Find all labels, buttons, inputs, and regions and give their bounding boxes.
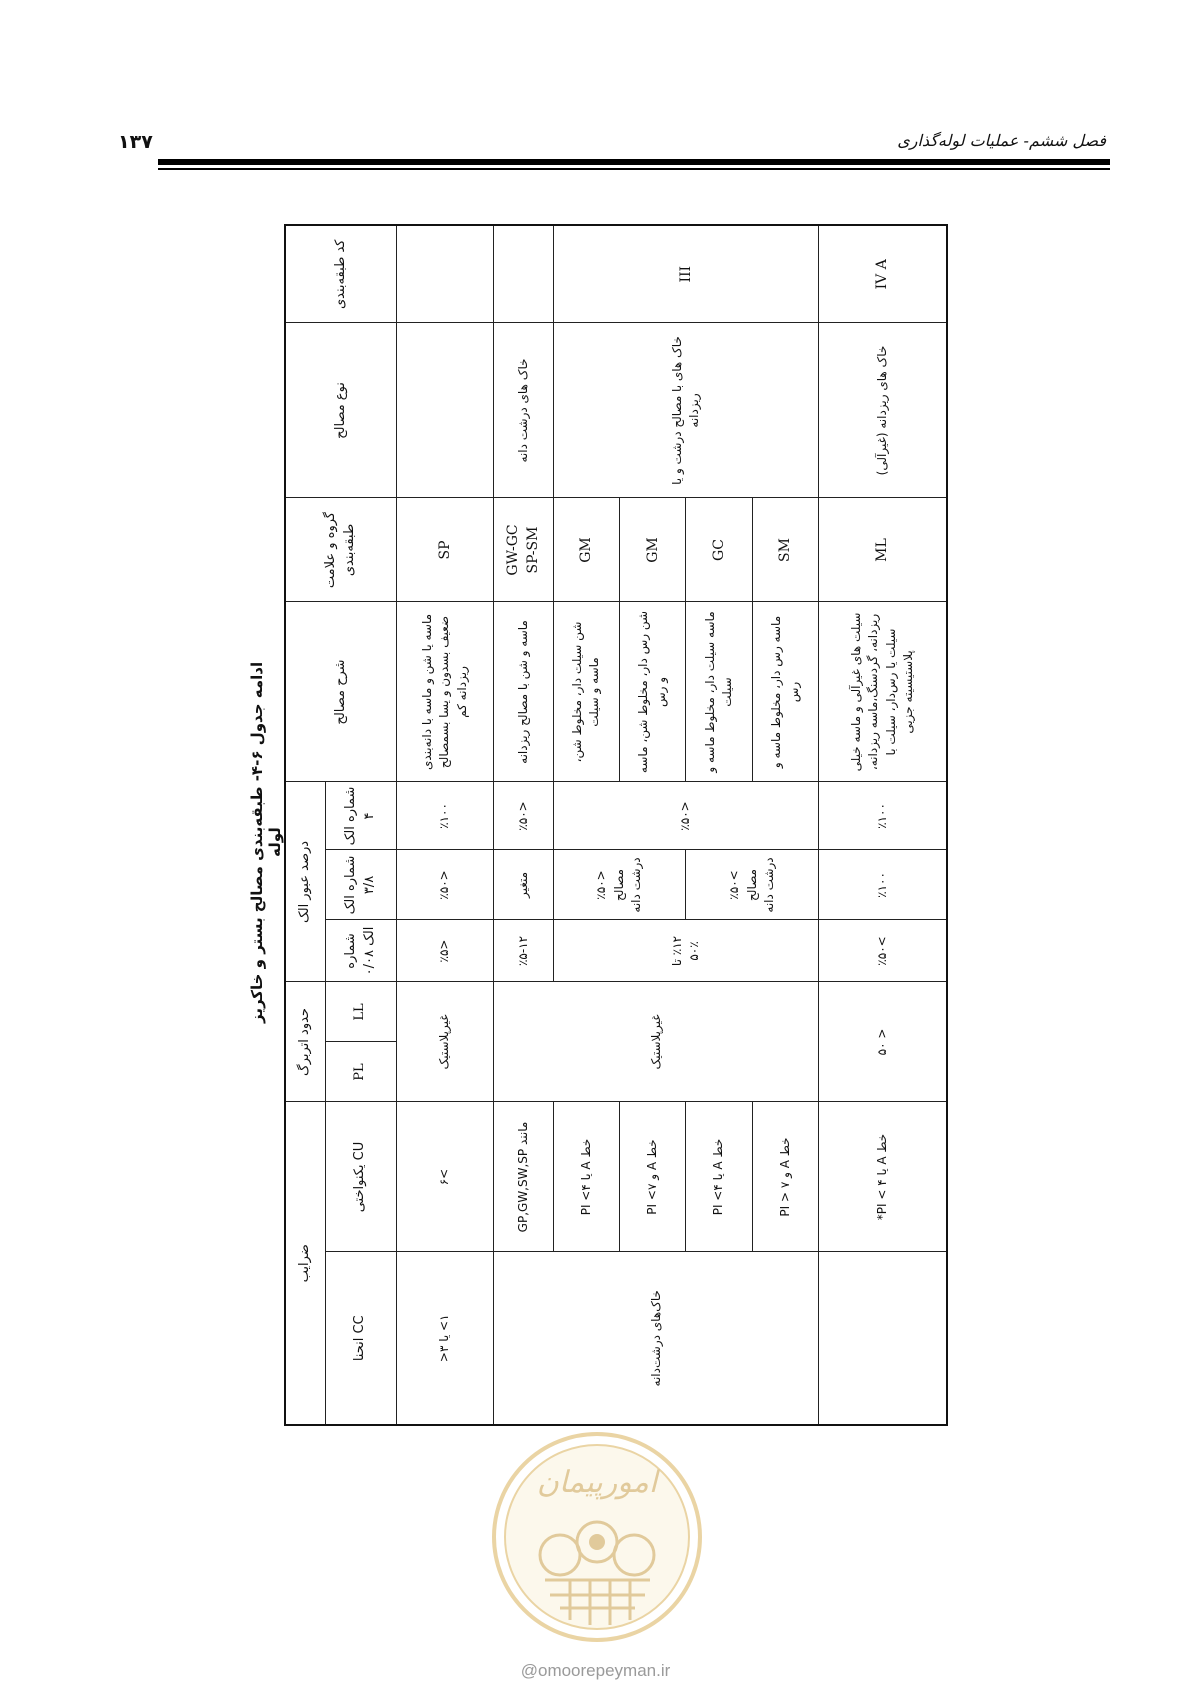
header-group-symbol: گروه و علامت طبقه‌بندی <box>285 498 397 602</box>
cell-atterberg-iii: غیرپلاستیک <box>494 982 819 1102</box>
cell-cu-gw: مانند GP,GW,SW,SP <box>494 1102 553 1252</box>
header-atterberg: حدود اتربرگ <box>285 982 325 1102</box>
cell-cc-coarse: خاک‌های درشت‌دانه <box>494 1252 819 1425</box>
footer-site: @omoorepeyman.ir <box>520 1661 671 1680</box>
cell-class-iii: III <box>553 225 819 323</box>
cell-desc-iii-3: ماسه سیلت دار، مخلوط ماسه و سیلت <box>686 602 752 782</box>
header-rule-thick <box>158 159 1110 165</box>
cell-group-iii-1: GM <box>553 498 619 602</box>
table-caption: ادامه جدول ۶-۴- طبقه‌بندی مصالح بستر و خاکریز لوله <box>248 661 284 1023</box>
cell-group-iii-2: GM <box>620 498 686 602</box>
header-rule-thin <box>158 168 1110 170</box>
cell-desc-gw: ماسه و شن با مصالح ریزدانه <box>494 602 553 782</box>
watermark-seal <box>490 1430 705 1645</box>
cell-atterberg-iva: < ۵۰ <box>819 982 947 1102</box>
cell-cu-iii-3: خط A یا ۴> PI <box>686 1102 752 1252</box>
header-cc: CC انحنا <box>325 1252 396 1425</box>
cell-sieve38-sp: <٪۵۰ <box>397 850 494 920</box>
cell-desc-sp: ماسه یا شن و ماسه با دانه‌بندی ضعیف بسدون و یسا بسمصالح ریزدانه کم <box>397 602 494 782</box>
cell-sieve38-iii-1: <٪۵۰ مصالح درشت دانه <box>553 850 686 920</box>
cell-sieve008-iii: ٪۱۲ تا ٪۵۰ <box>553 920 819 982</box>
cell-sieve4-iva: ٪۱۰۰ <box>819 782 947 850</box>
cell-desc-iii-2: شن رس دار، مخلوط شن، ماسه و رس <box>620 602 686 782</box>
cell-sieve008-gw: ٪۵-۱۲ <box>494 920 553 982</box>
header-ll: LL <box>325 982 396 1042</box>
cell-group-iva: ML <box>819 498 947 602</box>
cell-cc-iva <box>819 1252 947 1425</box>
cell-class-gw <box>494 225 553 323</box>
cell-sieve38-iva: ٪۱۰۰ <box>819 850 947 920</box>
cell-desc-iva: سیلت های غیرآلی و ماسه خیلی ریزدانه، گردسنگ،ماسه ریزدانه، سیلت یا رس‌دار، سیلت با پلاستیسیته جزیی <box>819 602 947 782</box>
cell-atterberg-sp: غیرپلاستیک <box>397 982 494 1102</box>
cell-class-iva: IV A <box>819 225 947 323</box>
cell-desc-iii-1: شن سیلت دار، مخلوط شن، ماسه و سیلت <box>553 602 619 782</box>
cell-type-sp <box>397 323 494 498</box>
cell-sieve008-sp: <٪۵ <box>397 920 494 982</box>
cell-desc-iii-4: ماسه رس دار، مخلوط ماسه و رس <box>752 602 818 782</box>
group-sp-sm: SP-SM <box>525 526 542 574</box>
cell-sieve38-gw: متغیر <box>494 850 553 920</box>
header-sieve-percent: درصد عبور الک <box>285 782 325 982</box>
svg-text:امورپیمان: امورپیمان <box>536 1465 658 1500</box>
header-material-type: نوع مصالح <box>285 323 397 498</box>
cell-class-sp <box>397 225 494 323</box>
cell-group-sp: SP <box>397 498 494 602</box>
cell-type-gw: خاک های درشت دانه <box>494 323 553 498</box>
footer-site-text: omoorepeyman.ir <box>537 1661 671 1680</box>
header-pl: PL <box>325 1042 396 1102</box>
classification-table <box>284 224 948 1426</box>
cell-group-iii-4: SM <box>752 498 818 602</box>
cell-sieve008-iva: >٪۵۰ <box>819 920 947 982</box>
cell-group-iii-3: GC <box>686 498 752 602</box>
page-number: ۱۳۷ <box>118 131 153 153</box>
header-class: کد طبقه‌بندی <box>285 225 397 323</box>
cell-cu-iii-4: خط A و ۷ < PI <box>752 1102 818 1252</box>
cell-sieve4-iii: <٪۵۰ <box>553 782 819 850</box>
header-cu: CU یکنواختی <box>325 1102 396 1252</box>
cell-cu-iii-1: خط A یا ۴> PI <box>553 1102 619 1252</box>
cell-cu-iva: خط A یا ۴ > PI* <box>819 1102 947 1252</box>
group-gw-gc: GW-GC <box>505 524 522 576</box>
cell-sieve4-sp: ٪۱۰۰ <box>397 782 494 850</box>
table-rotator <box>284 226 948 1426</box>
cell-sieve4-gw: <٪۵۰ <box>494 782 553 850</box>
table-holder <box>284 226 948 1426</box>
header-sieve-3-8: شماره الک ۳/۸ <box>325 850 396 920</box>
cell-type-iii: خاک های با مصالح درشت و یا ریزدانه <box>553 323 819 498</box>
cell-type-iva: خاک های ریزدانه (غیرآلی) <box>819 323 947 498</box>
header-sieve-0-08: شماره الک ۰/۰۸ <box>325 920 396 982</box>
cell-cu-sp: >۶ <box>397 1102 494 1252</box>
cell-cc-sp: ۱> یا ۳< <box>397 1252 494 1425</box>
chapter-title: فصل ششم- عملیات لوله‌گذاری <box>897 131 1106 150</box>
cell-sieve38-iii-2: >٪۵۰ مصالح درشت دانه <box>686 850 819 920</box>
header-description: شرح مصالح <box>285 602 397 782</box>
header-coefficients: ضرایب <box>285 1102 325 1425</box>
header-sieve-4: شماره الک ۴ <box>325 782 396 850</box>
cell-group-gw <box>494 498 553 602</box>
cell-cu-iii-2: خط A و ۷> PI <box>620 1102 686 1252</box>
